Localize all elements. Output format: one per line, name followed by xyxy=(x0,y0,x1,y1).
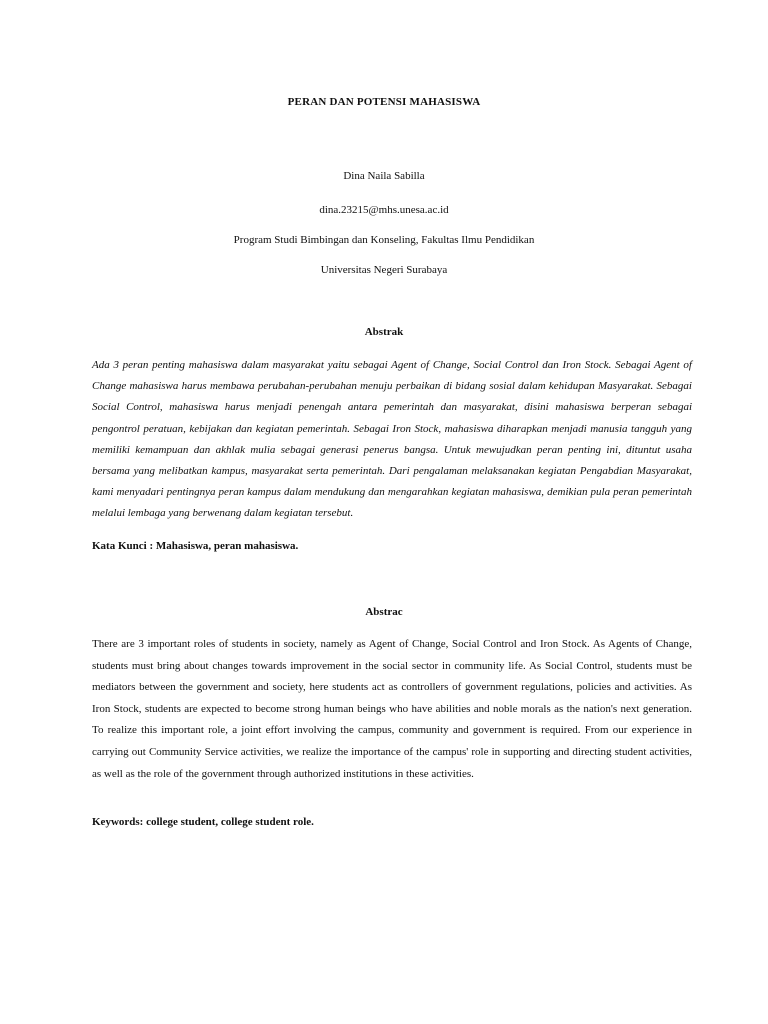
abstract-heading: Abstrac xyxy=(365,606,403,618)
author-university: Universitas Negeri Surabaya xyxy=(320,264,448,276)
paper-title: PERAN DAN POTENSI MAHASISWA xyxy=(287,96,481,108)
abstract-body: There are 3 important roles of students in society, namely as Agent of Change, Social Control and Iron Stock. As Agents of Change, students must bring about changes towards improvement in the social sector in community life. As Social Control, students must be mediators between the government and society, here students act as controllers of government regulations, policies and activities. As Iron Stock, students are expected to become strong human beings who have abilities and noble morals as the nation's next generation. To realize this important role, a joint effort involving the campus, community and government is required. From our experience in carrying out Community Service activities, we realize the importance of the campus' role in supporting and directing student activities, as well as the role of the government through authorized institutions in these activities. xyxy=(92,638,692,780)
abstrak-heading: Abstrak xyxy=(364,326,404,338)
abstract-keywords: Keywords: college student, college student role. xyxy=(92,816,314,828)
author-email: dina.23215@mhs.unesa.ac.id xyxy=(319,204,449,216)
author-name: Dina Naila Sabilla xyxy=(343,170,425,182)
author-program: Program Studi Bimbingan dan Konseling, Fakultas Ilmu Pendidikan xyxy=(233,234,535,246)
abstrak-keywords: Kata Kunci : Mahasiswa, peran mahasiswa. xyxy=(92,540,299,552)
abstrak-body: Ada 3 peran penting mahasiswa dalam masyarakat yaitu sebagai Agent of Change, Social Control dan Iron Stock. Sebagai Agent of Change mahasiswa harus membawa perubahan-perubahan menuju perbaikan di bidang sosial dalam kehidupan Masyarakat. Sebagai Social Control, mahasiswa harus menjadi penengah antara pemerintah dan masyarakat, disini mahasiswa berperan sebagai pengontrol peratuan, kebijakan dan kegiatan pemerintah. Sebagai Iron Stock, mahasiswa diharapkan menjadi manusia tangguh yang memiliki kemampuan dan akhlak mulia sebagai generasi penerus bangsa. Untuk mewujudkan peran penting ini, dituntut usaha bersama yang melibatkan kampus, masyarakat serta pemerintah. Dari pengalaman melaksanakan kegiatan Pengabdian Masyarakat, kami menyadari pentingnya peran kampus dalam mendukung dan mengarahkan kegiatan mahasiswa, demikian pula peran pemerintah melalui lembaga yang berwenang dalam kegiatan tersebut. xyxy=(92,359,692,520)
